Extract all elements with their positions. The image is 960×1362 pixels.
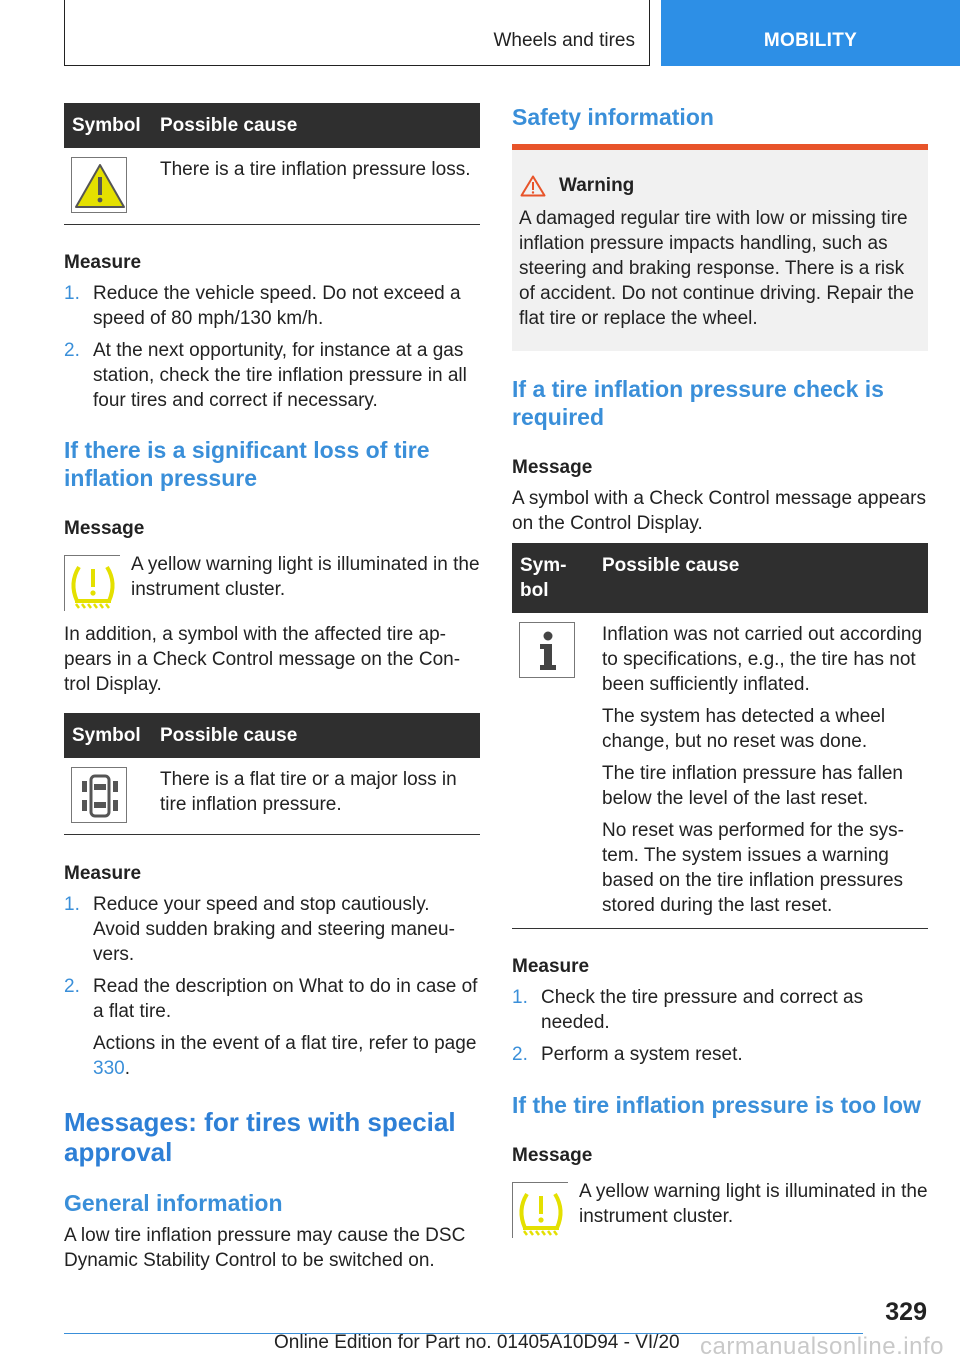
left-column — [64, 103, 480, 1273]
table-row — [512, 613, 928, 929]
list-item: 2. Perform a system reset. — [512, 1044, 743, 1065]
table-header-cause: Possible cause — [152, 713, 480, 758]
measure-heading: Measure — [64, 252, 142, 273]
table-header-symbol: Symbol — [512, 543, 594, 613]
warning-title: Warning — [559, 175, 635, 196]
table-row — [64, 758, 480, 835]
symbol-table-check-required — [512, 543, 928, 929]
message-row — [512, 1179, 928, 1238]
measure-steps-list — [512, 985, 928, 1067]
tire-pressure-warning-icon — [512, 1182, 568, 1238]
message-text: A yellow warning light is illuminated in the instrument cluster. — [131, 554, 480, 600]
table-cell-cause: The system has detected a wheel change, but no reset was done. — [602, 706, 886, 752]
message-heading: Message — [512, 457, 593, 478]
measure-steps-list — [64, 892, 480, 1081]
table-header-symbol: Symbol — [64, 103, 152, 148]
list-item: 1. Reduce the vehicle speed. Do not exceed a speed of 80 mph/130 km/h. — [64, 283, 461, 329]
message-text: A symbol with a Check Control message appears on the Control Display. — [512, 488, 926, 534]
symbol-table-flat-tire — [64, 713, 480, 835]
warning-triangle-icon — [520, 175, 546, 197]
table-cell-cause: No reset was performed for the system. The system issues a warning based on the tire inflation pressures stored during the last reset. — [602, 820, 904, 916]
page-reference-link[interactable]: 330 — [93, 1058, 125, 1079]
table-cell-cause: There is a flat tire or a major loss in tire inflation pressure. — [160, 769, 457, 815]
table-header-symbol: Symbol — [64, 713, 152, 758]
general-information-text: A low tire inflation pressure may cause the DSC Dynamic Stability Control to be switched on. — [64, 1225, 466, 1271]
header-section-box — [64, 0, 650, 66]
warning-triangle-icon — [71, 157, 127, 213]
section-heading-check-required: If a tire inflation pressure check is required — [512, 376, 884, 430]
measure-heading: Measure — [64, 863, 142, 884]
chapter-heading-special-approval: Messages: for tires with special approval — [64, 1107, 456, 1167]
list-item: 1. Check the tire pressure and correct as needed. — [512, 987, 864, 1033]
warning-text: A damaged regular tire with low or missing tire inflation pressure impacts handling, such as steering and braking response. There is a risk of accident. Do not continue driving. Repair the flat tire or replace the wheel. — [519, 208, 915, 329]
message-heading: Message — [512, 1145, 593, 1166]
section-heading-too-low: If the tire inflation pressure is too low — [512, 1092, 921, 1118]
section-heading-safety: Safety information — [512, 104, 714, 130]
header-chapter-tab[interactable] — [661, 0, 960, 66]
header-section-title: Wheels and tires — [493, 30, 635, 51]
table-header-cause: Possible cause — [152, 103, 480, 148]
watermark: carmanualsonline.info — [700, 1333, 944, 1360]
warning-box — [512, 144, 928, 351]
message-heading: Message — [64, 518, 145, 539]
addition-text: In addition, a symbol with the affected tire appears in a Check Control message on the Control Display. — [64, 624, 461, 695]
measure-steps-list — [64, 281, 480, 413]
table-cell-cause: Inflation was not carried out according to specifications, e.g., the tire has not been sufficiently inflated. — [602, 624, 923, 695]
message-row — [64, 552, 480, 611]
list-item: 2. At the next opportunity, for instance at a gas station, check the tire inflation pressure in all four tires and correct if necessary. — [64, 340, 467, 411]
measure-heading: Measure — [512, 956, 590, 977]
section-heading-significant-loss: If there is a significant loss of tire inflation pressure — [64, 437, 430, 491]
step-note: Actions in the event of a flat tire, refer to page 330. — [93, 1033, 477, 1079]
tire-pressure-warning-icon — [64, 555, 120, 611]
table-cell-cause: There is a tire inflation pressure loss. — [160, 159, 471, 180]
header-chapter-label: MOBILITY — [763, 30, 858, 51]
table-row — [64, 148, 480, 225]
page-number: 329 — [885, 1298, 927, 1326]
info-icon — [519, 622, 575, 678]
edition-text: Online Edition for Part no. 01405A10D94 - VI/20 — [274, 1332, 680, 1353]
section-heading-general-information: General information — [64, 1190, 283, 1216]
table-cell-cause: The tire inflation pressure has fallen below the level of the last reset. — [602, 763, 903, 809]
message-text: A yellow warning light is illuminated in the instrument cluster. — [579, 1181, 928, 1227]
symbol-table-pressure-loss — [64, 103, 480, 225]
table-header-cause: Possible cause — [594, 543, 928, 613]
right-column — [512, 103, 928, 1238]
list-item: 2. Read the description on What to do in case of a flat tire. Actions in the event of a flat tire, refer to page 330. — [64, 974, 480, 1081]
list-item: 1. Reduce your speed and stop cautiously. Avoid sudden braking and steering maneuvers. — [64, 894, 455, 965]
car-tires-icon — [71, 767, 127, 823]
